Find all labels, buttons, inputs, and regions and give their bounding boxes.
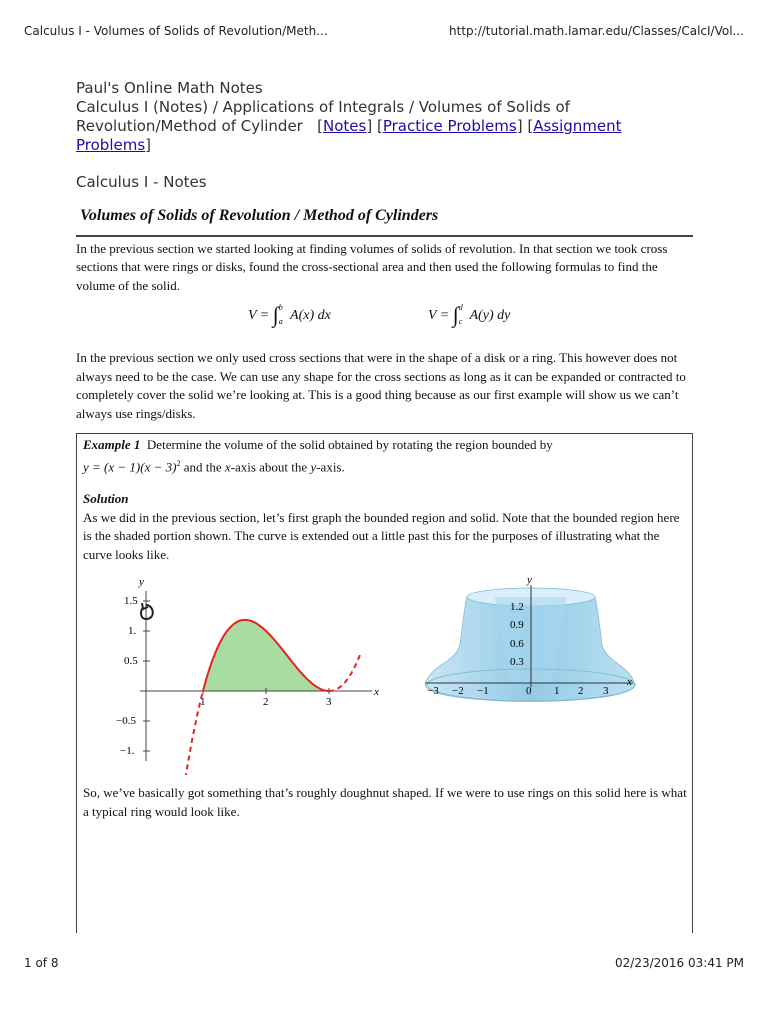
example-label: Example 1 [83,437,141,452]
section-title: Volumes of Solids of Revolution / Method of Cylinders [76,207,693,237]
solution-text: As we did in the previous section, let’s first graph the bounded region and solid. Note that the bounded region here is the shaded portion shown. The curve is extended out a little past this for the purposes of illustrating what the curve looks like. [83,509,680,562]
integral-sign: ∫ [452,302,459,327]
curve-extension-right [329,654,361,692]
y-tick-label: −1. [120,745,135,757]
closing-text: So, we’ve basically got something that’s roughly doughnut shaped. If we were to use rings on this solid here is what a typical ring would look like. [83,785,687,819]
x-tick-label: 2 [578,685,584,697]
region-graph [110,575,380,775]
bracket: [ [377,117,383,135]
y-tick-label: 0.3 [510,656,524,668]
x-tick-label: 1 [200,696,206,708]
x-tick-label: −3 [427,685,439,697]
site-header [76,79,676,192]
notes-subtitle: Calculus I - Notes [76,173,207,191]
page-number: 1 of 8 [24,956,59,970]
x-tick-label: −2 [452,685,464,697]
example-equation: y = (x − 1)(x − 3) [83,458,177,474]
x-tick-label: 2 [263,696,269,708]
bracket: [ [317,117,324,135]
breadcrumb [76,98,676,155]
section-content [76,207,693,423]
y-axis-label: y [139,576,144,588]
y-tick-label: −0.5 [116,715,136,727]
formula-dx: V = ∫$^b_a$ A(x) dx [248,302,331,327]
bracket: [ [527,117,534,135]
y-tick-label: 1.5 [124,595,138,607]
y-tick-label: 1. [128,625,137,637]
y-tick-label: 0.6 [510,638,524,650]
x-tick-label: −1 [477,685,489,697]
volume-formulas [76,297,693,331]
bracket: ] [145,136,151,154]
practice-problems-link[interactable]: Practice Problems [382,117,517,135]
second-paragraph: In the previous section we only used cross sections that were in the shape of a disk or a ring. This however does not always need to be the case. We can use any shape for the cross sections as long as it can be expanded or contracted to completely cover the solid we’re looking at. This is a good thing because as our first example will show us we can’t always use rings/disks. [76,350,686,421]
rotation-arrow-icon [141,603,153,619]
y-tick-label: 0.5 [124,655,138,667]
example-statement: Example 1 Determine the volume of the solid obtained by rotating the region bounded by [83,437,553,452]
solution-label: Solution [83,491,129,507]
breadcrumb-text: Calculus I (Notes) / Applications of Integrals / Volumes of Solids of Revolution/Method of Cylinder [76,98,570,135]
curve-extension-left [185,691,203,775]
print-page-url: http://tutorial.math.lamar.edu/Classes/CalcI/Vol... [449,24,744,38]
notes-link[interactable]: Notes [323,117,367,135]
bracket: ] [366,117,373,135]
site-name: Paul's Online Math Notes [76,79,263,97]
y-tick-label: 1.2 [510,601,524,613]
x-tick-label: 1 [554,685,560,697]
formula-dy: V = ∫$^d_c$ A(y) dy [428,302,511,327]
example-statement-line2: $y = (x - 1)(x - 3)^2$ and the x-axis about the y-axis. [83,458,345,474]
x-tick-label: 0 [526,685,532,697]
intro-paragraph: In the previous section we started looking at finding volumes of solids of revolution. In that section we took cross sections that were rings or disks, found the cross-sectional area and then used the following formulas to find the volume of the solid. [76,240,668,293]
print-page-title: Calculus I - Volumes of Solids of Revolution/Meth... [24,24,328,38]
y-tick-label: 0.9 [510,619,524,631]
solid-of-revolution [415,575,640,715]
x-tick-label: 3 [603,685,609,697]
print-date: 02/23/2016 03:41 PM [615,956,744,970]
x-axis-label: x [627,676,632,688]
integral-sign: ∫ [272,302,279,327]
x-axis-label: x [374,686,379,698]
x-tick-label: 3 [326,696,332,708]
bracket: ] [516,117,523,135]
y-axis-label: y [527,575,532,586]
assignment-problems-link[interactable]: Assignment Problems [76,117,622,154]
